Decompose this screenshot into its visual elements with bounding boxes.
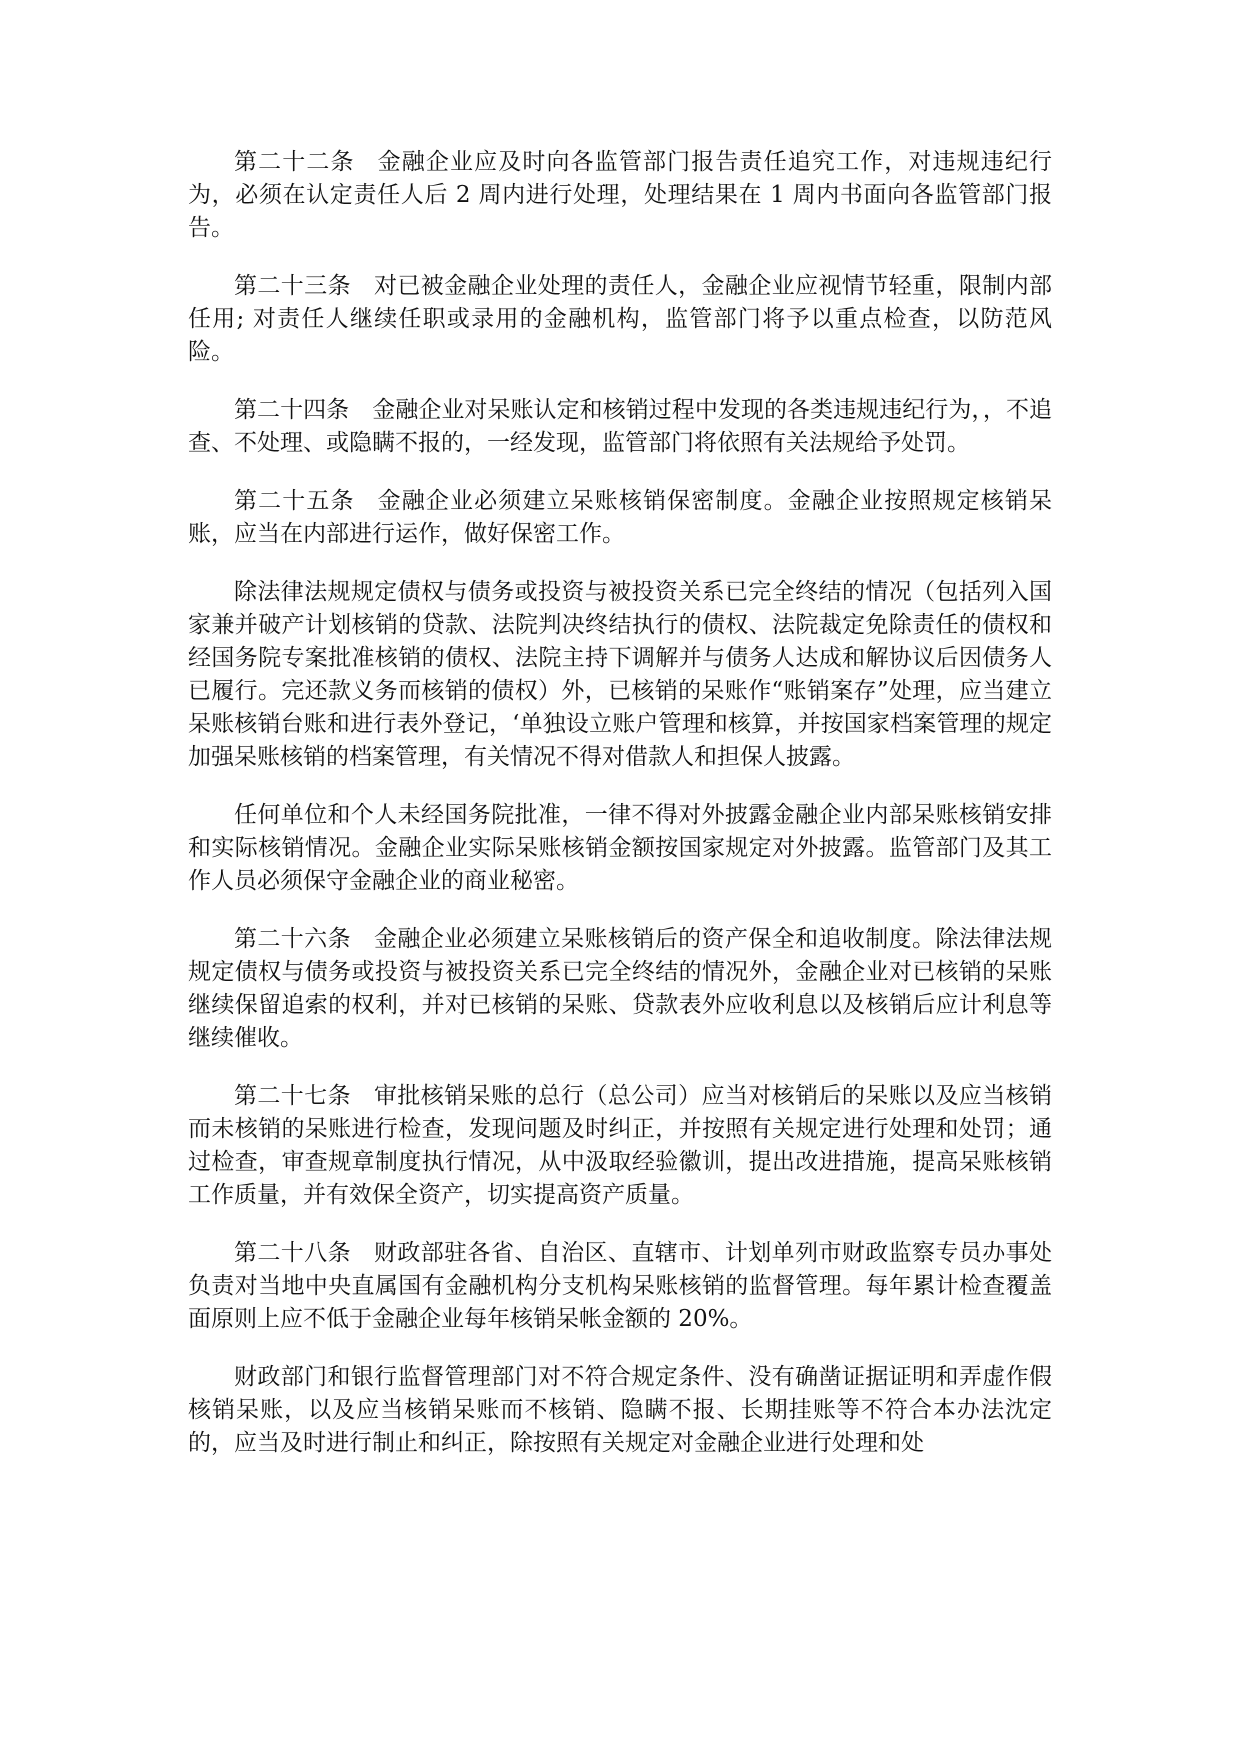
article-label: 第二十七条 xyxy=(234,1083,351,1109)
article-label: 第二十四条 xyxy=(234,397,350,423)
article-text: 金融企业必须建立呆账核销保密制度。金融企业按照规定核销呆账，应当在内部进行运作，做好保密工作。 xyxy=(188,488,1052,547)
article-label: 第二十六条 xyxy=(234,926,351,952)
article-label: 第二十八条 xyxy=(234,1240,351,1266)
article-label: 第二十二条 xyxy=(234,149,355,175)
document-page xyxy=(188,146,1052,1485)
article-24 xyxy=(188,394,1052,460)
article-25-paragraph-3 xyxy=(188,799,1052,898)
article-label: 第二十五条 xyxy=(234,488,355,514)
article-text: 金融企业必须建立呆账核销后的资产保全和追收制度。除法律法规规定债权与债务或投资与被投资关系已完全终结的情况外，金融企业对已核销的呆账继续保留追索的权利，并对已核销的呆账、贷款表外应收利息以及核销后应计利息等继续催收。 xyxy=(188,926,1053,1051)
article-22 xyxy=(188,146,1052,245)
article-label: 第二十三条 xyxy=(234,273,351,299)
article-26 xyxy=(188,923,1052,1055)
article-text: 审批核销呆账的总行（总公司）应当对核销后的呆账以及应当核销而未核销的呆账进行检查，发现问题及时纠正，并按照有关规定进行处理和处罚；通过检查，审查规章制度执行情况，从中汲取经验徽训，提出改进措施，提高呆账核销工作质量，并有效保全资产，切实提高资产质量。 xyxy=(188,1083,1053,1208)
article-23 xyxy=(188,270,1052,369)
article-28-paragraph-2 xyxy=(188,1361,1052,1460)
article-28 xyxy=(188,1237,1052,1336)
article-27 xyxy=(188,1080,1052,1212)
article-25 xyxy=(188,485,1052,551)
article-text: 金融企业应及时向各监管部门报告责任追究工作，对违规违纪行为，必须在认定责任人后 2 周内进行处理，处理结果在 1 周内书面向各监管部门报告。 xyxy=(188,149,1052,241)
article-text: 金融企业对呆账认定和核销过程中发现的各类违规违纪行为，，不追查、不处理、或隐瞒不报的，一经发现，监管部门将依照有关法规给予处罚。 xyxy=(188,397,1053,456)
paragraph-text: 财政部门和银行监督管理部门对不符合规定条件、没有确凿证据证明和弄虚作假核销呆账，以及应当核销呆账而不核销、隐瞒不报、长期挂账等不符合本办法沈定的，应当及时进行制止和纠正，除按照有关规定对金融企业进行处理和处 xyxy=(188,1364,1052,1456)
paragraph-text: 除法律法规规定债权与债务或投资与被投资关系已完全终结的情况（包括列入国家兼并破产计划核销的贷款、法院判决终结执行的债权、法院裁定免除责任的债权和经国务院专案批准核销的债权、法院主持下调解并与债务人达成和解协议后因债务人已履行。完还款义务而核销的债权）外，已核销的呆账作“账销案存”处理，应当建立呆账核销台账和进行表外登记，‘单独设立账户管理和核算，并按国家档案管理的规定加强呆账核销的档案管理，有关情况不得对借款人和担保人披露。 xyxy=(188,579,1052,770)
paragraph-text: 任何单位和个人未经国务院批准，一律不得对外披露金融企业内部呆账核销安排和实际核销情况。金融企业实际呆账核销金额按国家规定对外披露。监管部门及其工作人员必须保守金融企业的商业秘密。 xyxy=(188,802,1052,894)
article-text: 财政部驻各省、自治区、直辖市、计划单列市财政监察专员办事处负责对当地中央直属国有金融机构分支机构呆账核销的监督管理。每年累计检查覆盖面原则上应不低于金融企业每年核销呆帐金额的 20%。 xyxy=(188,1240,1053,1332)
article-text: 对已被金融企业处理的责任人，金融企业应视情节轻重，限制内部任用; 对责任人继续任职或录用的金融机构，监管部门将予以重点检查，以防范风险。 xyxy=(188,273,1053,365)
article-25-paragraph-2 xyxy=(188,576,1052,774)
